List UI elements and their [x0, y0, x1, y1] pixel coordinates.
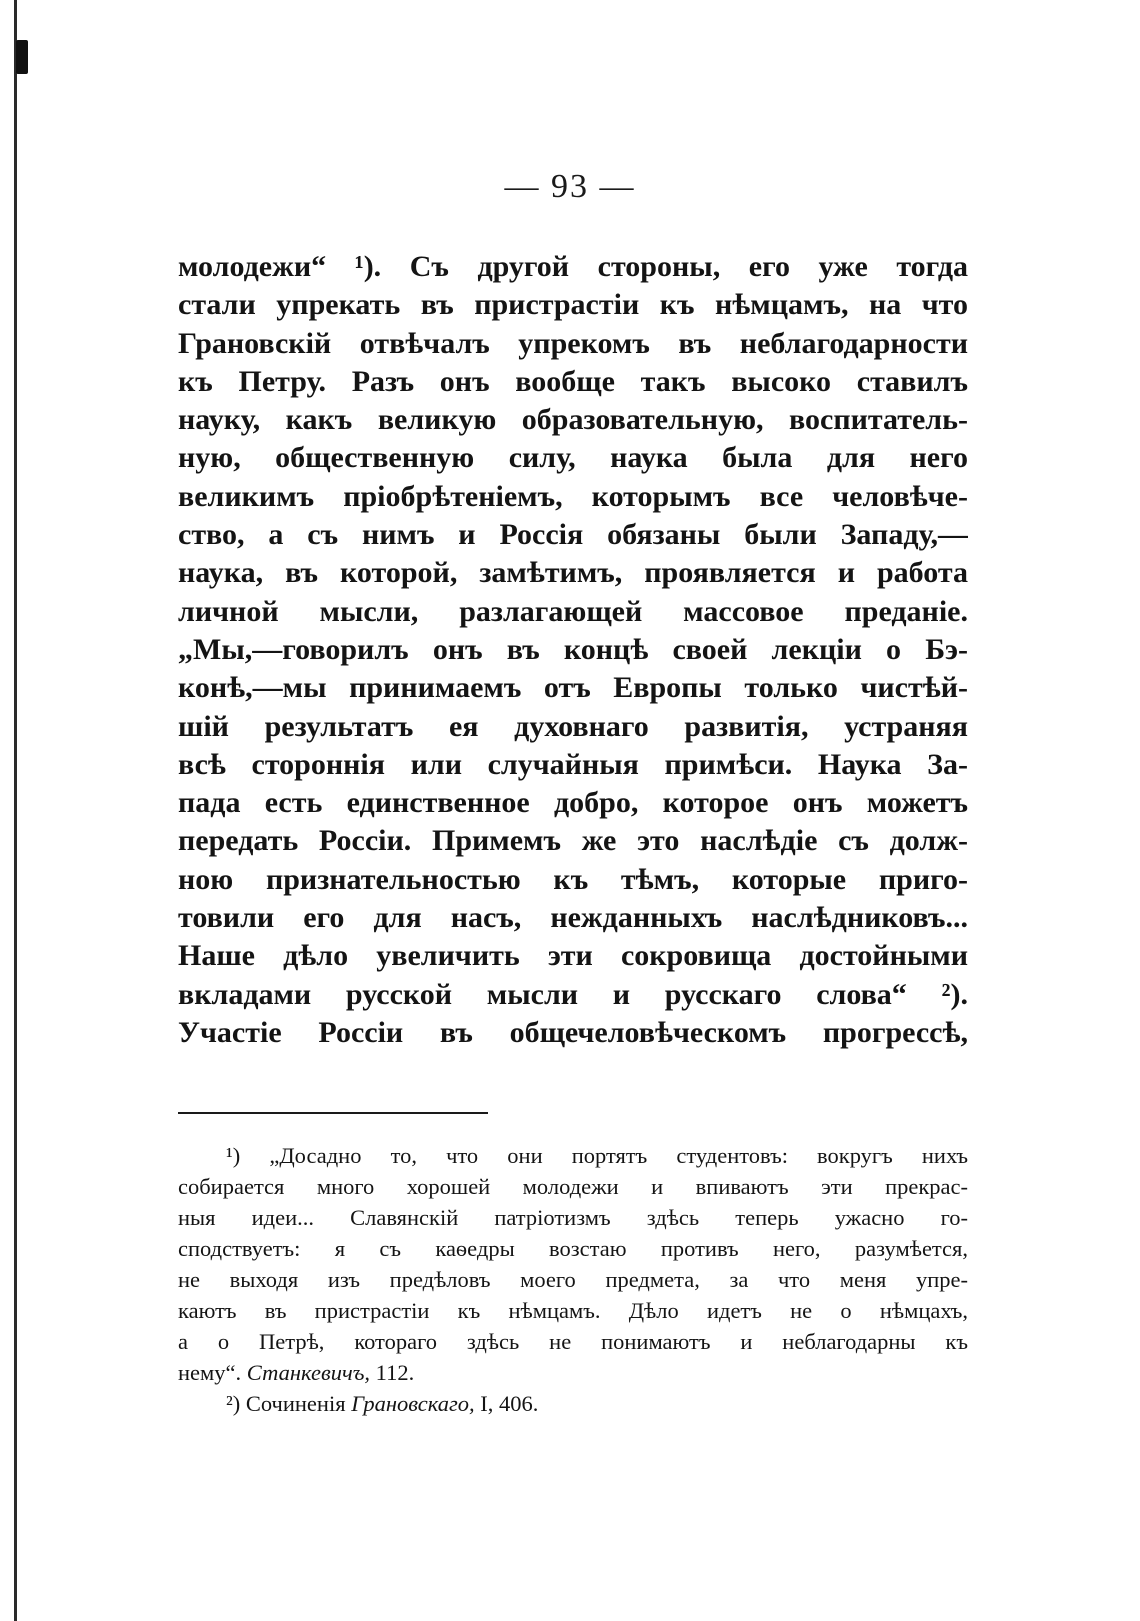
footnote-2	[178, 1388, 968, 1419]
footnote-1-tail: нему“.	[178, 1360, 242, 1385]
footnote-1-line: ныя идеи... Славянскій патріотизмъ здѣсь теперь ужасно го-	[178, 1205, 968, 1230]
left-edge-mark	[16, 40, 28, 74]
footnote-1-line: не выходя изъ предѣловъ моего предмета, за что меня упре-	[178, 1267, 968, 1292]
page-number: — 93 —	[504, 168, 636, 205]
footnote-1-line: каютъ въ пристрастіи къ нѣмцамъ. Дѣло идетъ не о нѣмцахъ,	[178, 1298, 968, 1323]
text-line: товили его для насъ, нежданныхъ наслѣдниковъ...	[178, 901, 968, 935]
text-line: ную, общественную силу, наука была для него	[178, 441, 968, 475]
text-line: наука, въ которой, замѣтимъ, проявляется и работа	[178, 556, 968, 590]
text-line: пада есть единственное добро, которое онъ можетъ	[178, 786, 968, 820]
text-line: ство, а съ нимъ и Россія обязаны были Западу,—	[178, 518, 968, 552]
text-line: вкладами русской мысли и русскаго слова“ ²).	[178, 977, 968, 1011]
text-line: Участіе Россіи въ общечеловѣческомъ прогрессѣ,	[178, 1015, 968, 1049]
footnote-2-prefix: ²) Сочиненія	[226, 1391, 346, 1416]
footnote-1-line: сподствуетъ: я съ каѳедры возстаю противъ него, разумѣется,	[178, 1236, 968, 1261]
footnote-1-line: а о Петрѣ, котораго здѣсь не понимаютъ и неблагодарны къ	[178, 1329, 968, 1354]
text-line: къ Петру. Разъ онъ вообще такъ высоко ставилъ	[178, 364, 968, 398]
main-text	[178, 248, 968, 1052]
footnote-1-last-line	[178, 1357, 968, 1388]
text-line: ною признательностью къ тѣмъ, которые приго-	[178, 862, 968, 896]
text-line: шій результатъ ея духовнаго развитія, устраняя	[178, 709, 968, 743]
text-line: молодежи“ ¹). Съ другой стороны, его уже тогда	[178, 250, 968, 283]
left-binding-edge	[14, 0, 17, 1621]
footnotes	[178, 1140, 968, 1419]
text-line: великимъ пріобрѣтеніемъ, которымъ все человѣче-	[178, 479, 968, 513]
footnote-1-page: 112.	[375, 1360, 415, 1385]
text-line: Наше дѣло увеличить эти сокровища достойными	[178, 939, 968, 973]
text-line: Грановскій отвѣчалъ упрекомъ въ неблагодарности	[178, 326, 968, 360]
text-line: „Мы,—говорилъ онъ въ концѣ своей лекціи о Бэ-	[178, 632, 968, 666]
text-line: передать Россіи. Примемъ же это наслѣдіе съ долж-	[178, 824, 968, 858]
text-line: всѣ стороннія или случайныя примѣси. Наука За-	[178, 747, 968, 781]
footnote-1-source: Станкевичъ,	[246, 1360, 371, 1385]
footnote-separator	[178, 1112, 488, 1114]
text-line: науку, какъ великую образовательную, воспитатель-	[178, 403, 968, 437]
footnote-2-author: Грановскаго,	[351, 1391, 475, 1416]
footnote-1-line: собирается много хорошей молодежи и впиваютъ эти прекрас-	[178, 1174, 968, 1199]
text-line: личной мысли, разлагающей массовое преданіе.	[178, 594, 968, 628]
text-line: стали упрекать въ пристрастіи къ нѣмцамъ, на что	[178, 288, 968, 322]
text-line: конѣ,—мы принимаемъ отъ Европы только чистѣй-	[178, 671, 968, 705]
footnote-2-ref: I, 406.	[480, 1391, 539, 1416]
footnote-1-line: ¹) „Досадно то, что они портятъ студентовъ: вокругъ нихъ	[226, 1143, 968, 1168]
